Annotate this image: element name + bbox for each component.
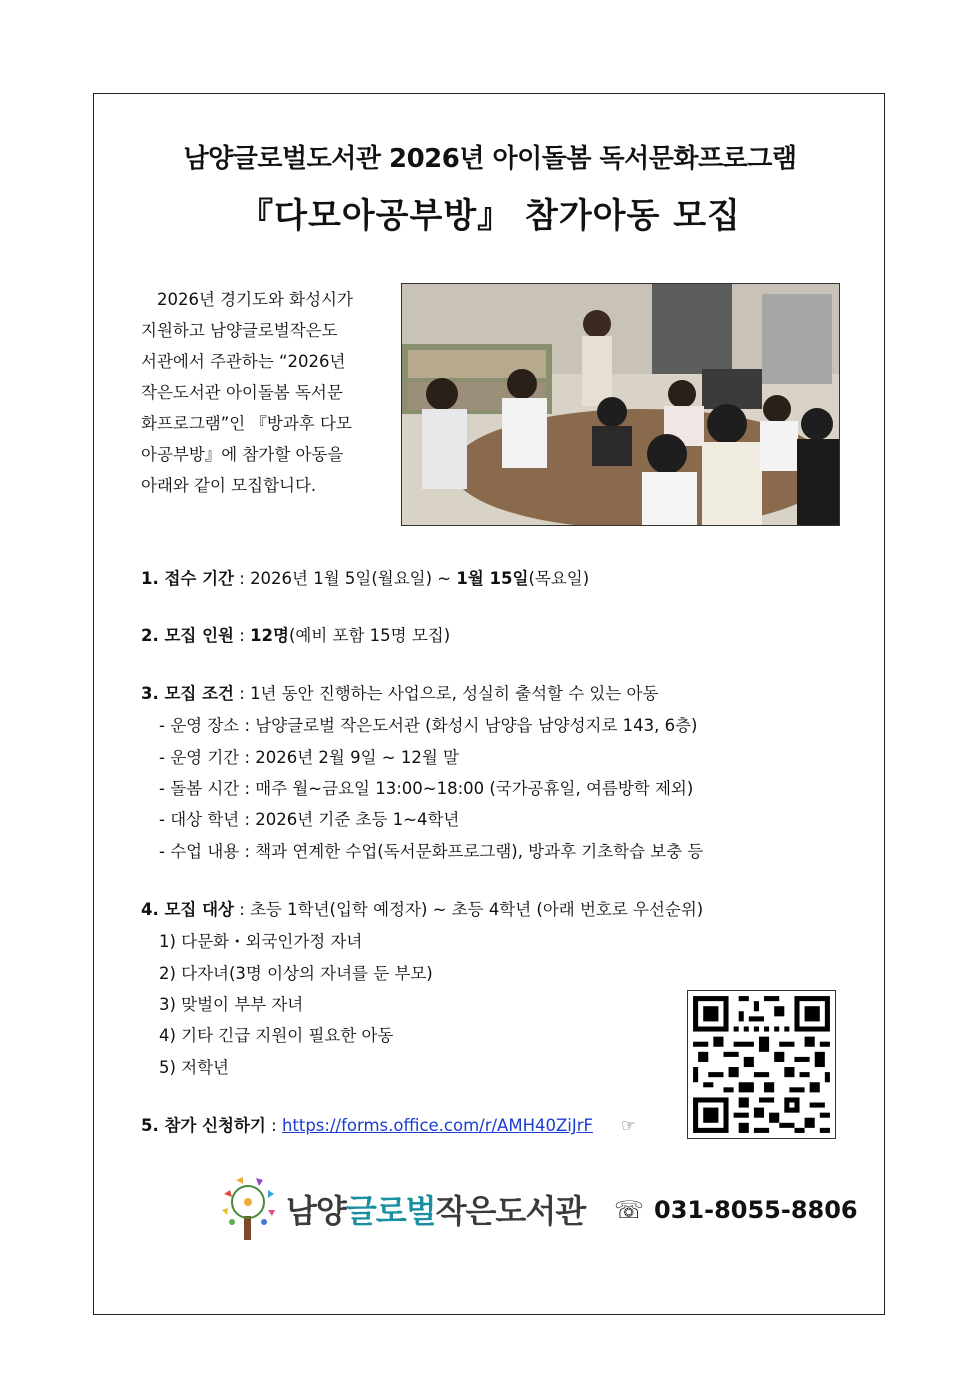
section-4: 4. 모집 대상 : 초등 1학년(입학 예정자) ~ 초등 4학년 (아래 번호로 우선순위) (141, 900, 704, 919)
telephone-icon: ☏ (614, 1196, 645, 1224)
section-5: 5. 참가 신청하기 : https://forms.office.com/r/AMH40ZiJrF ☞ (141, 1116, 636, 1135)
section-3-item: - 수업 내용 : 책과 연계한 수업(독서문화프로그램), 방과후 기초학습 보충 등 (159, 842, 704, 861)
intro-line: 화프로그램”인 『방과후 다모 (141, 414, 352, 433)
intro-line: 작은도서관 아이돌봄 독서문 (141, 383, 343, 402)
title-line-2: 『다모아공부방』 참가아동 모집 (239, 196, 741, 236)
section-3-item: - 운영 장소 : 남양글로벌 작은도서관 (화성시 남양읍 남양성지로 143, 6층) (159, 716, 698, 735)
section-4-item: 1) 다문화・외국인가정 자녀 (159, 932, 363, 951)
section-4-item: 5) 저학년 (159, 1058, 229, 1077)
application-link[interactable]: https://forms.office.com/r/AMH40ZiJrF (281, 1116, 594, 1135)
pointing-hand-icon: ☞ (621, 1116, 636, 1135)
section-4-item: 4) 기타 긴급 지원이 필요한 아동 (159, 1026, 394, 1045)
section-4-item: 3) 맞벌이 부부 자녀 (159, 995, 304, 1014)
title-line-1: 남양글로벌도서관 2026년 아이돌봄 독서문화프로그램 (183, 144, 797, 174)
section-4-item: 2) 다자녀(3명 이상의 자녀를 둔 부모) (159, 964, 433, 983)
intro-line: 아공부방』에 참가할 아동을 (141, 445, 344, 464)
section-3-item: - 대상 학년 : 2026년 기준 초등 1~4학년 (159, 810, 460, 829)
qr-code-icon[interactable] (687, 990, 836, 1139)
intro-paragraph (141, 284, 379, 501)
library-logo-text: 남양글로벌작은도서관 (286, 1192, 586, 1230)
intro-line: 아래와 같이 모집합니다. (141, 476, 317, 495)
intro-line: 지원하고 남양글로벌작은도 (141, 321, 338, 340)
section-3-item: - 운영 기간 : 2026년 2월 9일 ~ 12월 말 (159, 748, 459, 767)
intro-line: 서관에서 주관하는 “2026년 (141, 352, 346, 371)
section-3-item: - 돌봄 시간 : 매주 월~금요일 13:00~18:00 (국가공휴일, 여름방학 제외) (159, 779, 694, 798)
section-1: 1. 접수 기간 : 2026년 1월 5일(월요일) ~ 1월 15일(목요일) (141, 569, 590, 588)
phone-number: ☏ 031-8055-8806 (614, 1196, 858, 1224)
section-3: 3. 모집 조건 : 1년 동안 진행하는 사업으로, 성실히 출석할 수 있는 아동 (141, 684, 659, 703)
section-2: 2. 모집 인원 : 12명(예비 포함 15명 모집) (141, 626, 451, 645)
intro-line: 2026년 경기도와 화성시가 (157, 290, 353, 309)
classroom-photo (401, 283, 840, 526)
tree-logo-icon (214, 1172, 282, 1242)
